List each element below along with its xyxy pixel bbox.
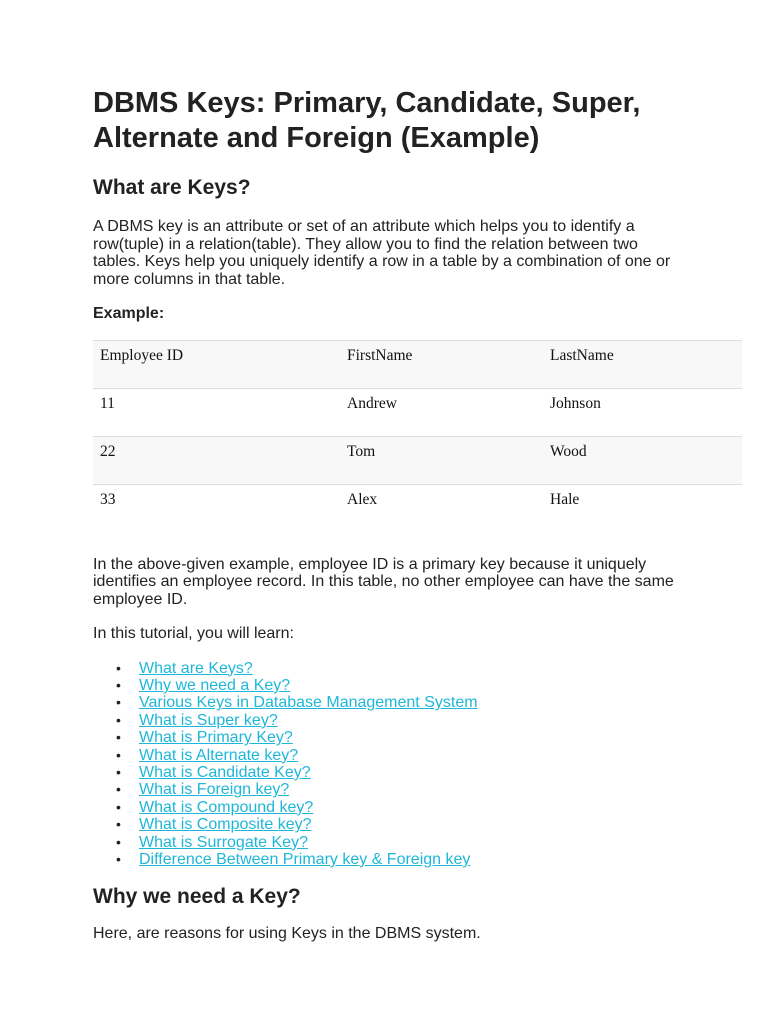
table-cell: 33	[93, 484, 340, 532]
table-cell: 22	[93, 436, 340, 484]
example-label: Example:	[93, 305, 165, 322]
tutorial-intro: In this tutorial, you will learn:	[93, 625, 294, 642]
table-header-cell: LastName	[543, 340, 742, 388]
table-cell: Hale	[543, 484, 742, 532]
page-title: DBMS Keys: Primary, Candidate, Super, Alternate and Foreign (Example)	[93, 87, 641, 154]
article-content	[93, 86, 683, 943]
section-heading-what-are-keys: What are Keys?	[93, 176, 251, 199]
bullet-icon: •	[116, 659, 121, 676]
list-item	[116, 798, 683, 816]
section-heading-why-need-key: Why we need a Key?	[93, 885, 301, 909]
list-item	[116, 676, 683, 694]
toc-link-super-key[interactable]: What is Super key?	[139, 711, 278, 729]
list-item	[116, 781, 683, 799]
toc-link-alternate-key[interactable]: What is Alternate key?	[139, 746, 299, 764]
toc-link-foreign-key[interactable]: What is Foreign key?	[139, 781, 290, 799]
bullet-icon: •	[116, 781, 121, 798]
list-item	[116, 746, 683, 764]
employee-table-wrapper	[93, 340, 742, 532]
table-cell: Tom	[340, 436, 543, 484]
bullet-icon: •	[116, 746, 121, 763]
toc-link-various-keys[interactable]: Various Keys in Database Management System	[139, 694, 478, 712]
table-row	[93, 436, 742, 484]
primary-key-explanation: In the above-given example, employee ID is a primary key because it uniquely identifies an employee record. In this table, no other employee can have the same employee ID.	[93, 555, 674, 608]
toc-link-surrogate-key[interactable]: What is Surrogate Key?	[139, 833, 308, 851]
list-item	[116, 711, 683, 729]
list-item	[116, 729, 683, 747]
table-row	[93, 388, 742, 436]
list-item	[116, 850, 683, 868]
list-item	[116, 694, 683, 712]
table-cell: Wood	[543, 436, 742, 484]
toc-link-what-are-keys[interactable]: What are Keys?	[139, 659, 253, 677]
table-header-row	[93, 340, 742, 388]
table-header-cell: Employee ID	[93, 340, 340, 388]
reasons-paragraph: Here, are reasons for using Keys in the DBMS system.	[93, 925, 481, 943]
table-cell: Johnson	[543, 388, 742, 436]
list-item	[116, 833, 683, 851]
bullet-icon: •	[116, 676, 121, 693]
bullet-icon: •	[116, 833, 121, 850]
employee-table	[93, 340, 742, 532]
bullet-icon: •	[116, 816, 121, 833]
intro-paragraph: A DBMS key is an attribute or set of an attribute which helps you to identify a row(tuple) in a relation(table). They allow you to find the relation between two tables. Keys help you uniquely identify a row in a table by a combination of one or more columns in that table.	[93, 218, 671, 288]
list-item	[116, 763, 683, 781]
table-cell: Alex	[340, 484, 543, 532]
bullet-icon: •	[116, 711, 121, 728]
bullet-icon: •	[116, 798, 121, 815]
toc-link-why-need-key[interactable]: Why we need a Key?	[139, 676, 291, 694]
table-cell: 11	[93, 388, 340, 436]
list-item	[116, 816, 683, 834]
table-cell: Andrew	[340, 388, 543, 436]
toc-link-candidate-key[interactable]: What is Candidate Key?	[139, 763, 311, 781]
toc-link-primary-key[interactable]: What is Primary Key?	[139, 729, 293, 747]
bullet-icon: •	[116, 850, 121, 867]
table-row	[93, 484, 742, 532]
table-header-cell: FirstName	[340, 340, 543, 388]
bullet-icon: •	[116, 694, 121, 711]
table-of-contents	[93, 660, 683, 869]
toc-link-composite-key[interactable]: What is Composite key?	[139, 816, 312, 834]
bullet-icon: •	[116, 763, 121, 780]
bullet-icon: •	[116, 729, 121, 746]
toc-link-primary-vs-foreign[interactable]: Difference Between Primary key & Foreign key	[139, 850, 471, 868]
list-item	[116, 659, 683, 677]
toc-link-compound-key[interactable]: What is Compound key?	[139, 798, 314, 816]
